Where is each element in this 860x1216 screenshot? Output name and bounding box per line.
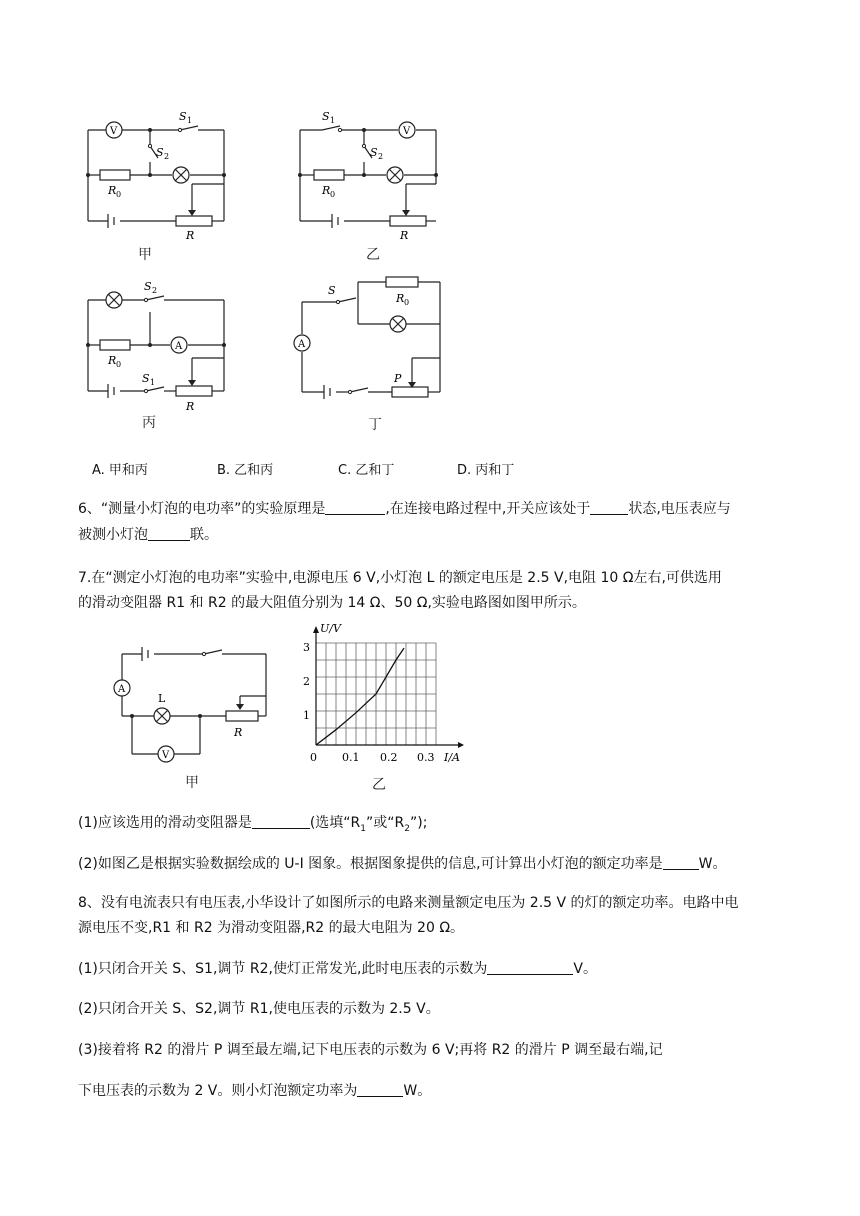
svg-text:V: V (403, 126, 411, 137)
svg-text:R: R (186, 229, 195, 242)
q6-line2 (78, 524, 218, 546)
svg-text:S: S (142, 372, 150, 385)
svg-text:A: A (298, 339, 306, 350)
y-tick-label: 3 (303, 641, 310, 654)
svg-text:2: 2 (164, 152, 170, 161)
x-axis-arrow (458, 742, 464, 748)
x-tick-label: 0 (310, 751, 317, 764)
svg-text:S: S (370, 146, 378, 159)
x-tick-label: 0.3 (417, 751, 435, 764)
svg-text:L: L (158, 692, 166, 705)
q6-text-e: 联。 (190, 527, 218, 543)
caption-ding: 丁 (368, 417, 382, 433)
svg-text:R: R (400, 229, 409, 242)
answer-blank[interactable] (252, 813, 310, 829)
q6-line1 (78, 498, 731, 520)
svg-text:R: R (396, 292, 405, 305)
svg-text:S: S (144, 280, 152, 293)
svg-text:A: A (175, 341, 183, 352)
svg-text:V: V (162, 750, 170, 761)
x-axis-label: I/A (444, 751, 460, 764)
answer-blank[interactable] (487, 959, 573, 975)
q8-line1: 8、没有电流表只有电压表,小华设计了如图所示的电路来测量额定电压为 2.5 V 的灯的额定功率。电路中电 (78, 895, 739, 911)
caption-bing: 丙 (142, 415, 156, 431)
svg-text:R: R (108, 354, 117, 367)
q7-sub1: (1)应该选用的滑动变阻器是 (选填“$R_1$”或“$R_2$”); (78, 815, 428, 834)
q8-sub1: (1)只闭合开关 S、S1,调节 R2,使灯正常发光,此时电压表的示数为 V。 (78, 961, 597, 977)
circuit-jia (80, 106, 240, 242)
q8-sub4: 下电压表的示数为 2 V。则小灯泡额定功率为 W。 (78, 1083, 432, 1099)
svg-text:V: V (110, 126, 118, 137)
option-a: A. 甲和丙 (92, 463, 148, 478)
svg-text:P: P (394, 372, 402, 385)
ui-curve (316, 648, 404, 745)
caption-yi: 乙 (366, 247, 380, 263)
y-axis-label: U/V (320, 622, 341, 635)
q8-line2: 源电压不变,R1 和 R2 为滑动变阻器,R2 的最大电阻为 20 Ω。 (78, 920, 465, 936)
svg-text:2: 2 (152, 286, 158, 295)
svg-text:R: R (186, 400, 195, 413)
answer-blank[interactable] (148, 525, 190, 541)
svg-text:S: S (179, 110, 187, 123)
svg-text:0: 0 (116, 360, 122, 369)
q7-line2: 的滑动变阻器 R1 和 R2 的最大阻值分别为 14 Ω、50 Ω,实验电路图如图甲所示。 (78, 595, 586, 611)
svg-text:0: 0 (116, 190, 122, 199)
answer-blank[interactable] (325, 499, 385, 515)
q7-circuit (106, 640, 276, 770)
circuit-bing (80, 276, 240, 413)
y-axis-arrow (313, 626, 319, 633)
q8-sub2: (2)只闭合开关 S、S2,调节 R1,使电压表的示数为 2.5 V。 (78, 1001, 440, 1017)
svg-text:0: 0 (404, 298, 410, 307)
q6-text-b: ,在连接电路过程中,开关应该处于 (385, 501, 591, 517)
circuit-ding (286, 272, 466, 408)
answer-blank[interactable] (663, 854, 699, 870)
svg-text:0: 0 (330, 190, 336, 199)
y-tick-label: 2 (303, 675, 310, 688)
caption-q7-jia: 甲 (185, 775, 199, 791)
svg-text:R: R (234, 726, 243, 739)
option-c: C. 乙和丁 (338, 463, 395, 478)
option-b: B. 乙和丙 (217, 463, 274, 478)
q7-ui-graph (292, 616, 482, 776)
answer-blank[interactable] (357, 1081, 403, 1097)
svg-text:A: A (118, 684, 126, 695)
svg-text:S: S (328, 284, 336, 297)
caption-jia: 甲 (138, 247, 152, 263)
q8-sub3: (3)接着将 R2 的滑片 P 调至最左端,记下电压表的示数为 6 V;再将 R2 的滑片 P 调至最右端,记 (78, 1042, 663, 1058)
svg-text:S: S (322, 110, 330, 123)
q6-text-a: 6、“测量小灯泡的电功率”的实验原理是 (78, 501, 326, 517)
svg-text:1: 1 (187, 116, 193, 125)
caption-q7-yi: 乙 (372, 777, 386, 793)
svg-text:S: S (156, 146, 164, 159)
circuit-yi (294, 106, 454, 242)
svg-text:1: 1 (150, 378, 156, 387)
q7-line1: 7.在“测定小灯泡的电功率”实验中,电源电压 6 V,小灯泡 L 的额定电压是 2.5 V,电阻 10 Ω左右,可供选用 (78, 570, 722, 586)
y-tick-label: 1 (303, 709, 310, 722)
svg-text:2: 2 (378, 152, 384, 161)
x-tick-label: 0.1 (342, 751, 360, 764)
option-d: D. 丙和丁 (457, 463, 515, 478)
svg-text:R: R (108, 184, 117, 197)
svg-text:R: R (322, 184, 331, 197)
svg-text:1: 1 (330, 116, 336, 125)
ui-chart (292, 616, 482, 776)
q6-text-c: 状态,电压表应与 (628, 501, 731, 517)
answer-blank[interactable] (590, 499, 628, 515)
q6-text-d: 被测小灯泡 (78, 527, 148, 543)
q7-sub2: (2)如图乙是根据实验数据绘成的 U-I 图象。根据图象提供的信息,可计算出小灯泡的额定功率是 W。 (78, 856, 727, 872)
x-tick-label: 0.2 (380, 751, 398, 764)
